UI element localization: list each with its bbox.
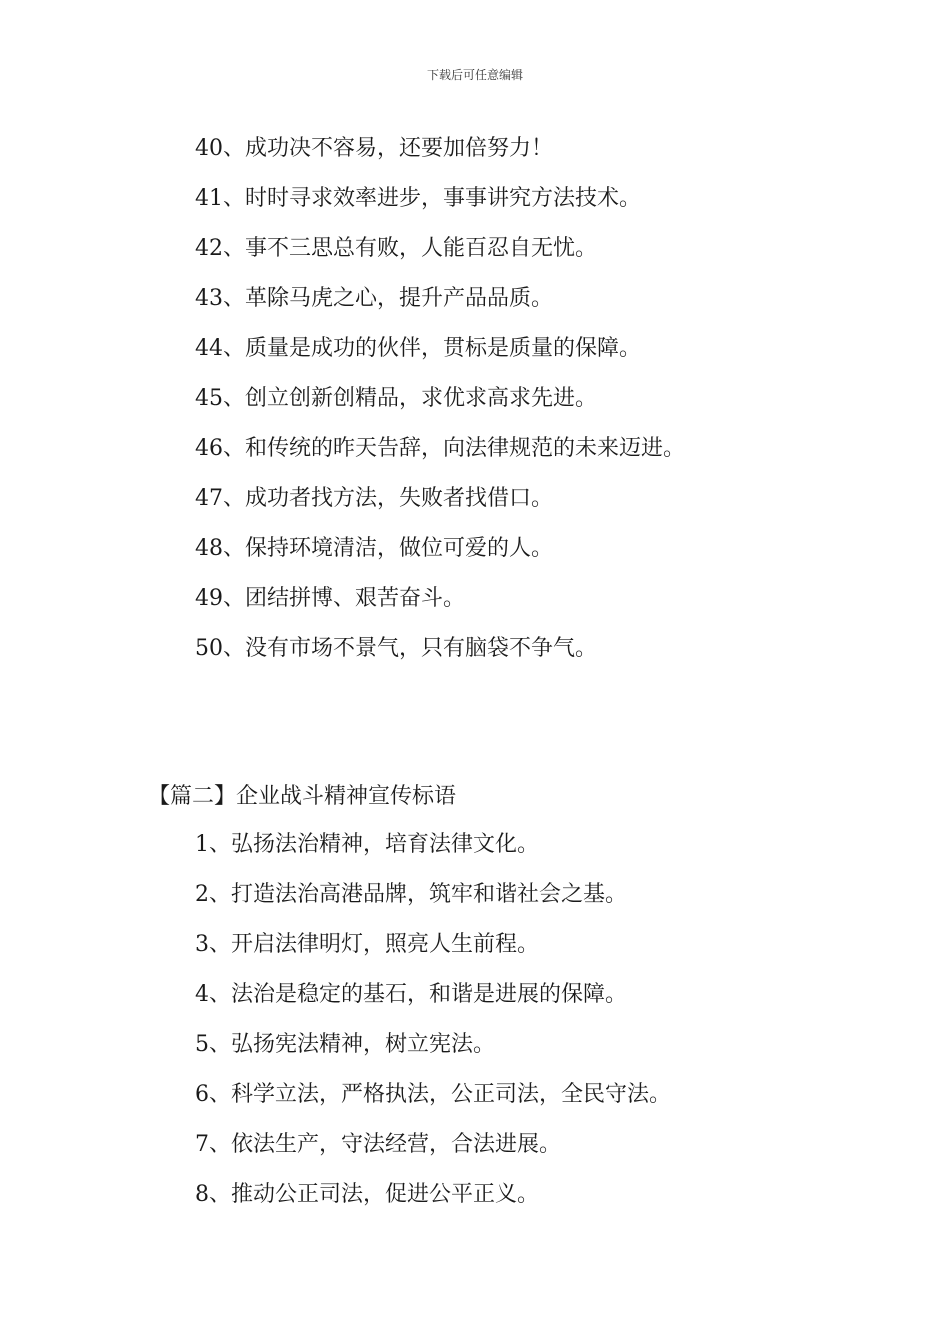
list-item: 8、推动公正司法，促进公平正义。: [195, 1182, 539, 1207]
list-item: 42、事不三思总有败，人能百忍自无忧。: [195, 236, 597, 261]
list-item: 45、创立创新创精品，求优求高求先进。: [195, 386, 597, 411]
list-item: 1、弘扬法治精神，培育法律文化。: [195, 832, 539, 857]
list-item: 49、团结拼博、艰苦奋斗。: [195, 586, 465, 611]
list-item: 2、打造法治高港品牌，筑牢和谐社会之基。: [195, 882, 627, 907]
list-item: 50、没有市场不景气，只有脑袋不争气。: [195, 636, 597, 661]
list-item: 6、科学立法，严格执法，公正司法，全民守法。: [195, 1082, 671, 1107]
slogan-list-part-one: [195, 124, 685, 674]
list-item: 41、时时寻求效率进步，事事讲究方法技术。: [195, 186, 641, 211]
list-item: 5、弘扬宪法精神，树立宪法。: [195, 1032, 495, 1057]
page-header-note: 下载后可任意编辑: [426, 68, 523, 82]
list-item: 46、和传统的昨天告辞，向法律规范的未来迈进。: [195, 436, 685, 461]
list-item: 47、成功者找方法，失败者找借口。: [195, 486, 553, 511]
list-item: 7、依法生产，守法经营，合法进展。: [195, 1132, 561, 1157]
list-item: 44、质量是成功的伙伴，贯标是质量的保障。: [195, 336, 641, 361]
list-item: 3、开启法律明灯，照亮人生前程。: [195, 932, 539, 957]
list-item: 48、保持环境清洁，做位可爱的人。: [195, 536, 553, 561]
section-heading: 【篇二】企业战斗精神宣传标语: [148, 784, 457, 809]
list-item: 4、法治是稳定的基石，和谐是进展的保障。: [195, 982, 627, 1007]
slogan-list-part-two: [195, 820, 671, 1220]
list-item: 43、革除马虎之心，提升产品品质。: [195, 286, 553, 311]
list-item: 40、成功决不容易，还要加倍努力！: [195, 136, 553, 161]
